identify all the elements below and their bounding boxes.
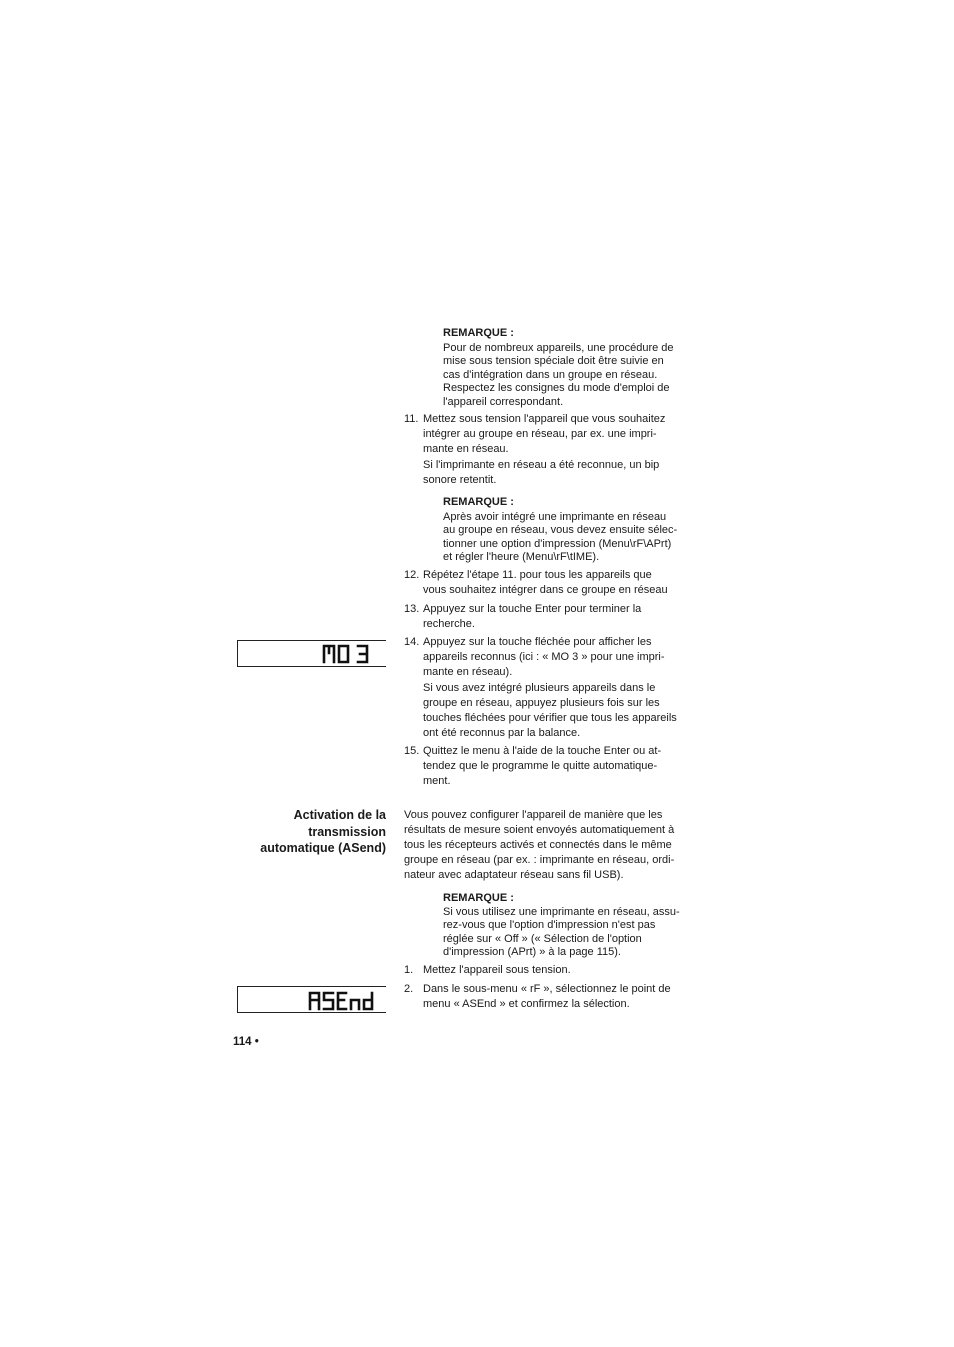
note-title: REMARQUE :: [443, 892, 514, 904]
step-number: 12.: [404, 569, 420, 581]
note-title: REMARQUE :: [443, 327, 514, 339]
lcd-display: [237, 640, 386, 667]
step-text: Quittez le menu à l'aide de la touche Enter ou at- tendez que le programme le quitte automatique- ment.: [423, 745, 662, 787]
step-number: 1.: [404, 964, 414, 976]
step-text: Dans le sous-menu « rF », sélectionnez le point de menu « ASEnd » et confirmez la sélection.: [423, 983, 671, 1010]
step-text: Mettez sous tension l'appareil que vous souhaitez intégrer au groupe en réseau, par ex. une impri- mante en réseau.: [423, 413, 666, 455]
lcd-display: [237, 986, 386, 1013]
step-extra-text: Si vous avez intégré plusieurs appareils dans le groupe en réseau, appuyez plusieurs fois sur les touches fléchées pour vérifier que tous les appareils ont été reconnus par la balance.: [423, 682, 677, 739]
note-body: Si vous utilisez une imprimante en réseau, assu- rez-vous que l'option d'impression n'est pas réglée sur « Off » (« Sélection de l'option d'impression (APrt) » à la page 115).: [443, 906, 680, 959]
step-number: 15.: [404, 745, 420, 757]
section-intro: Vous pouvez configurer l'appareil de manière que les résultats de mesure soient envoyés automatiquement à tous les récepteurs activés et connectés dans le même groupe en réseau (par ex. : imprimante en réseau, ordi- nateur avec adaptateur réseau sans fil USB).: [404, 809, 675, 881]
section-heading: Activation de la transmission automatique (ASend): [260, 808, 386, 855]
lcd-segment-graphic: [238, 641, 386, 666]
step-text: Répétez l'étape 11. pour tous les appareils que vous souhaitez intégrer dans ce groupe en réseau: [423, 569, 668, 596]
step-extra-text: Si l'imprimante en réseau a été reconnue, un bip sonore retentit.: [423, 459, 660, 486]
step-number: 11.: [404, 413, 419, 425]
page-number: 114 •: [233, 1036, 259, 1048]
step-text: Mettez l'appareil sous tension.: [423, 964, 571, 976]
step-text: Appuyez sur la touche Enter pour terminer la recherche.: [423, 603, 642, 630]
step-number: 2.: [404, 983, 414, 995]
note-body: Pour de nombreux appareils, une procédure de mise sous tension spéciale doit être suivie en cas d'intégration dans un groupe en réseau. Respectez les consignes du mode d'emploi de l'appareil correspondant.: [443, 342, 674, 408]
note-title: REMARQUE :: [443, 496, 514, 508]
note-body: Après avoir intégré une imprimante en réseau au groupe en réseau, vous devez ensuite sélec- tionner une option d'impression (Menu\rF\APrt) et régler l'heure (Menu\rF\tIME).: [443, 511, 678, 564]
lcd-segment-graphic: [238, 987, 386, 1012]
step-number: 13.: [404, 603, 420, 615]
step-number: 14.: [404, 636, 420, 648]
step-text: Appuyez sur la touche fléchée pour afficher les appareils reconnus (ici : « MO 3 » pour une impri- mante en réseau).: [423, 636, 665, 678]
